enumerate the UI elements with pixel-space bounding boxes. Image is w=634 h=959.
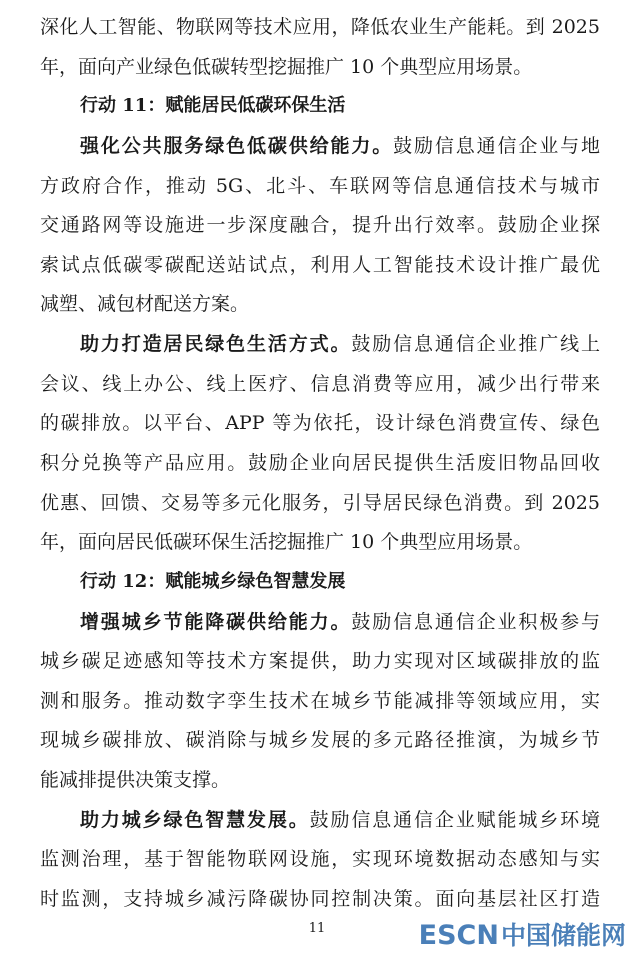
text-line: 城乡碳足迹感知等技术方案提供，助力实现对区域碳排放的监 (40, 650, 600, 672)
text-line: 方政府合作，推动 5G、北斗、车联网等信息通信技术与城市 (40, 175, 600, 197)
text-line: 深化人工智能、物联网等技术应用，降低农业生产能耗。到 2025 (40, 16, 600, 38)
text-line: 优惠、回馈、交易等多元化服务，引导居民绿色消费。到 2025 (40, 492, 600, 514)
text-line: 减塑、减包材配送方案。 (40, 293, 250, 315)
paragraph-lead: 助力城乡绿色智慧发展。 (80, 809, 310, 831)
paragraph-first-line (80, 607, 600, 637)
text-line: 能减排提供决策支撑。 (40, 769, 231, 791)
text-line: 会议、线上办公、线上医疗、信息消费等应用，减少出行带来 (40, 373, 600, 395)
paragraph-text: 鼓励信息通信企业与地 (393, 135, 600, 157)
paragraph-first-line (80, 131, 600, 161)
text-line: 年，面向产业绿色低碳转型挖掘推广 10 个典型应用场景。 (40, 56, 533, 78)
paragraph-lead: 强化公共服务绿色低碳供给能力。 (80, 135, 394, 157)
paragraph-text: 鼓励信息通信企业积极参与 (351, 611, 600, 633)
escn-watermark (419, 918, 626, 954)
paragraph-text: 鼓励信息通信企业赋能城乡环境 (309, 809, 600, 831)
paragraph-lead: 助力打造居民绿色生活方式。 (80, 333, 352, 355)
paragraph-text: 鼓励信息通信企业推广线上 (351, 333, 600, 355)
text-line: 的碳排放。以平台、APP 等为依托，设计绿色消费宣传、绿色 (40, 412, 600, 434)
text-line: 时监测，支持城乡减污降碳协同控制决策。面向基层社区打造 (40, 888, 600, 910)
paragraph-lead: 增强城乡节能降碳供给能力。 (80, 611, 352, 633)
text-line: 监测治理，基于智能物联网设施，实现环境数据动态感知与实 (40, 848, 600, 870)
text-line: 索试点低碳零碳配送站试点，利用人工智能技术设计推广最优 (40, 254, 600, 276)
page-number: 11 (308, 921, 326, 936)
text-line: 测和服务。推动数字孪生技术在城乡节能减排等领域应用，实 (40, 690, 600, 712)
watermark-latin: ESCN (418, 920, 499, 951)
paragraph-first-line (80, 329, 600, 359)
text-line: 积分兑换等产品应用。鼓励企业向居民提供生活废旧物品回收 (40, 452, 600, 474)
text-line: 年，面向居民低碳环保生活挖掘推广 10 个典型应用场景。 (40, 531, 533, 553)
text-line: 交通路网等设施进一步深度融合，提升出行效率。鼓励企业探 (40, 214, 600, 236)
watermark-chinese: 中国储能网 (500, 921, 626, 950)
section-heading-action-12: 行动 12：赋能城乡绿色智慧发展 (80, 571, 346, 592)
paragraph-first-line (80, 805, 600, 835)
text-line: 现城乡碳排放、碳消除与城乡发展的多元路径推演，为城乡节 (40, 729, 600, 751)
section-heading-action-11: 行动 11：赋能居民低碳环保生活 (80, 95, 346, 116)
